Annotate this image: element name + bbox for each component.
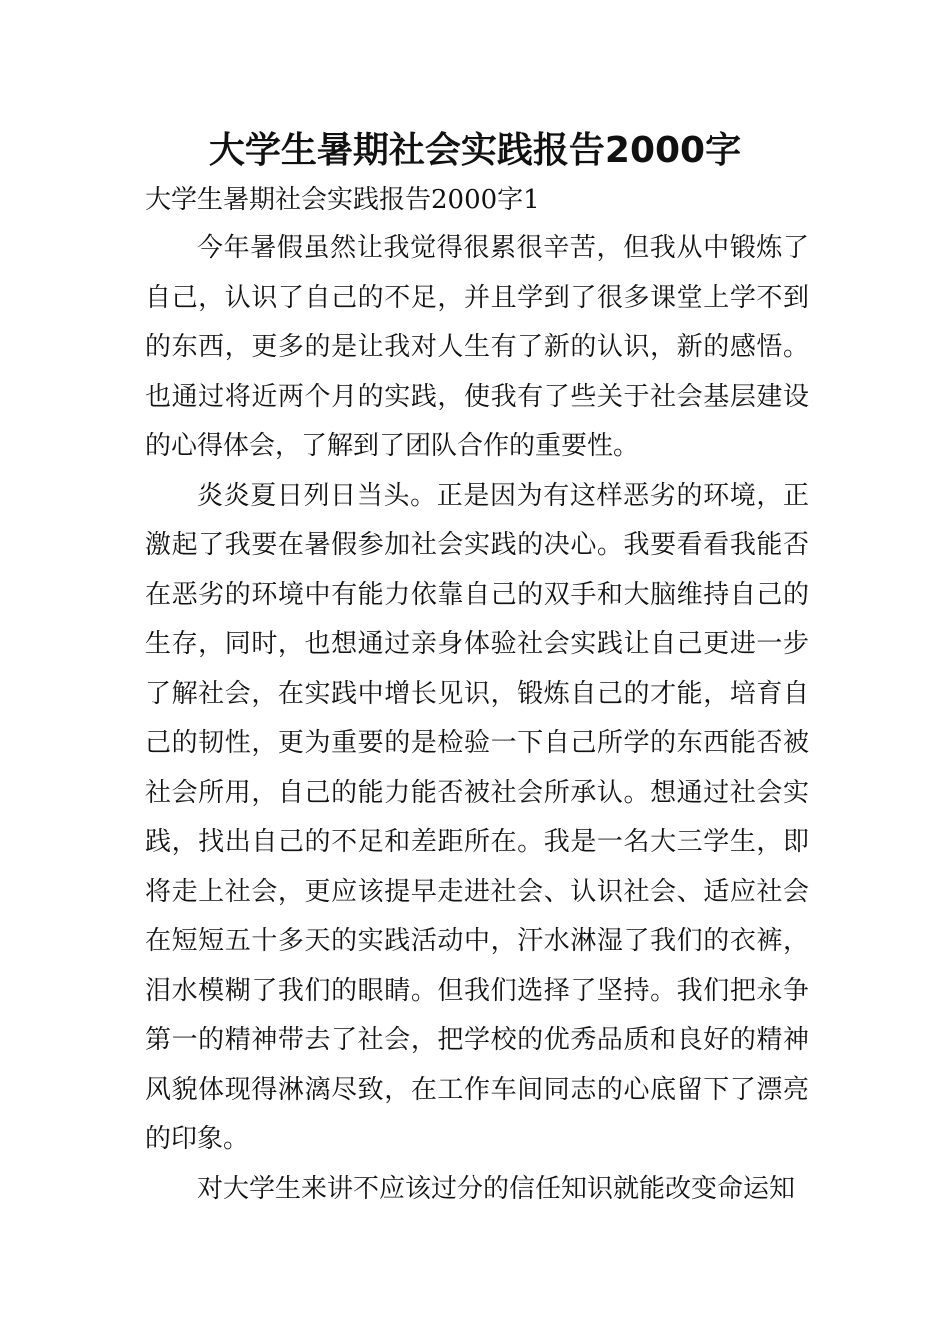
paragraph-3: 对大学生来讲不应该过分的信任知识就能改变命运知 (197, 1173, 796, 1204)
paragraph-1: 今年暑假虽然让我觉得很累很辛苦，但我从中锻炼了自己，认识了自己的不足，并且学到了很多课堂上学不到的东西，更多的是让我对人生有了新的认识，新的感悟。也通过将近两个月的实践，使我有了些关于社会基层建设的心得体会，了解到了团队合作的重要性。 (145, 233, 809, 461)
document-body (145, 224, 809, 1214)
document-subtitle: 大学生暑期社会实践报告2000字1 (145, 185, 540, 215)
document-title: 大学生暑期社会实践报告2000字 (208, 130, 742, 171)
paragraph-2: 炎炎夏日列日当头。正是因为有这样恶劣的环境，正激起了我要在暑假参加社会实践的决心。我要看看我能否在恶劣的环境中有能力依靠自己的双手和大脑维持自己的生存，同时，也想通过亲身体验社会实践让自己更进一步了解社会，在实践中增长见识，锻炼自己的才能，培育自己的韧性，更为重要的是检验一下自己所学的东西能否被社会所用，自己的能力能否被社会所承认。想通过社会实践，找出自己的不足和差距所在。我是一名大三学生，即将走上社会，更应该提早走进社会、认识社会、适应社会在短短五十多天的实践活动中，汗水淋湿了我们的衣裤，泪水模糊了我们的眼睛。但我们选择了坚持。我们把永争第一的精神带去了社会，把学校的优秀品质和良好的精神风貌体现得淋漓尽致，在工作车间同志的心底留下了漂亮的印象。 (145, 480, 809, 1154)
